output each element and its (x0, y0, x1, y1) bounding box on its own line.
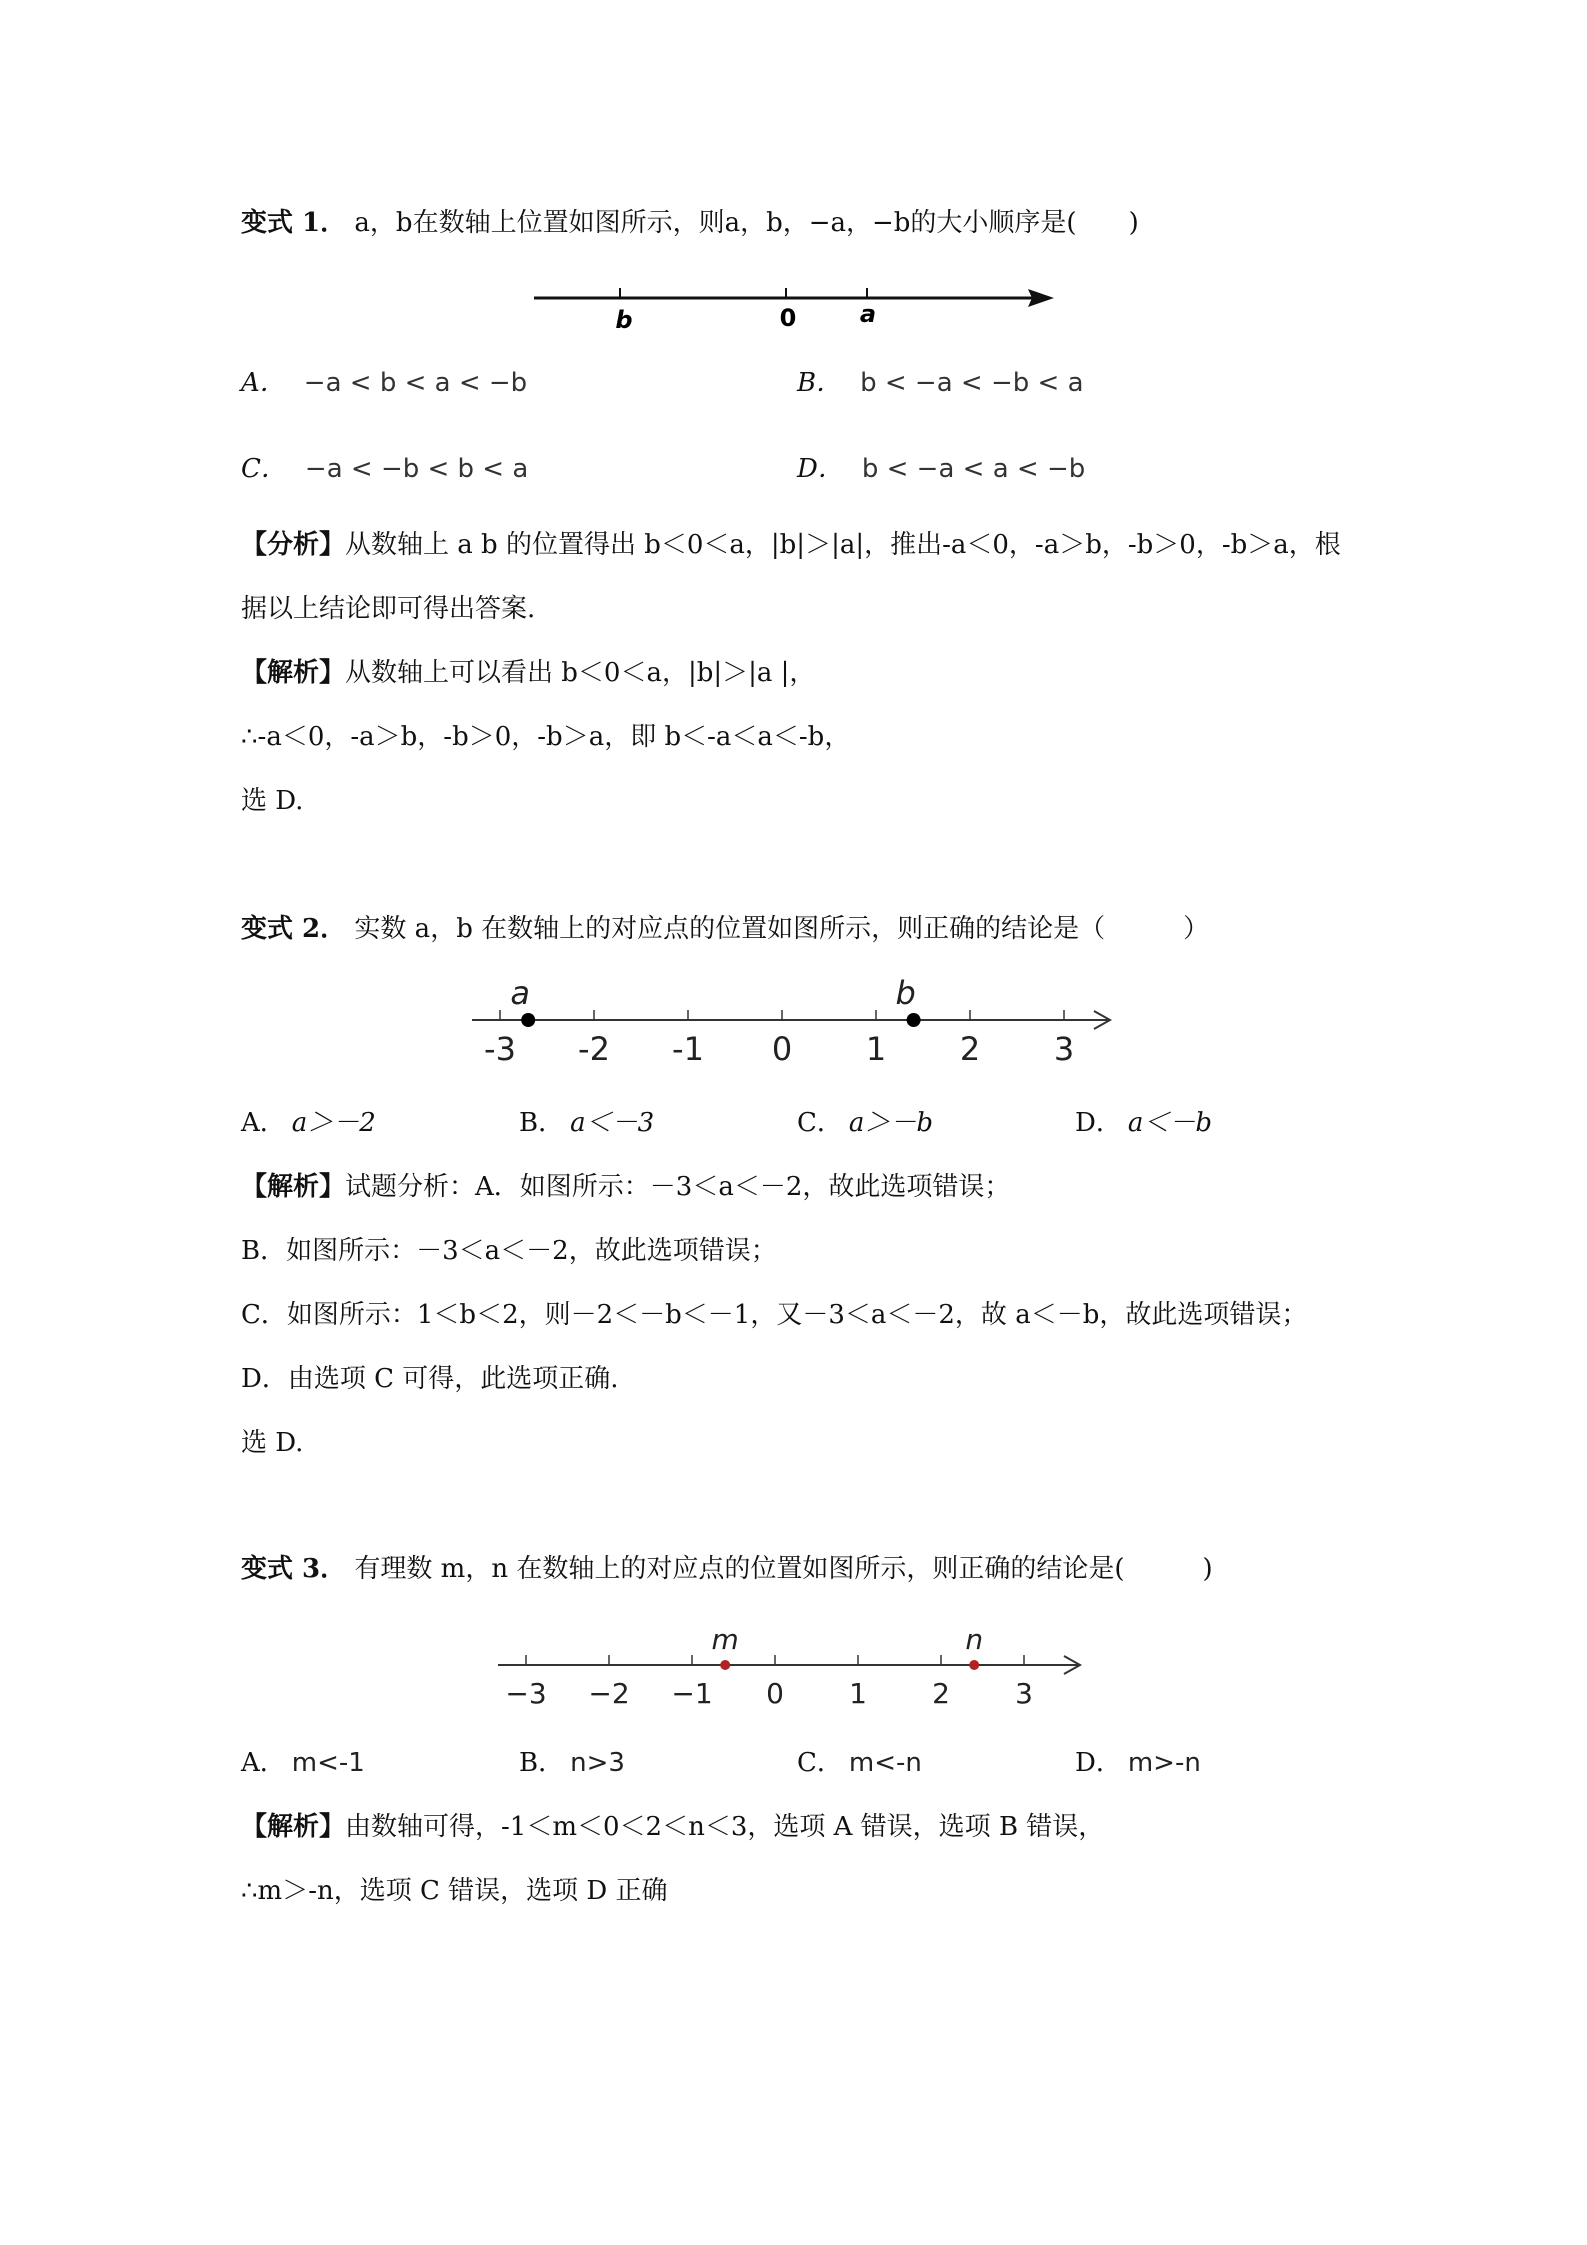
q3-stem-line (241, 1552, 1361, 1586)
q3-title: 变式 3． (241, 1554, 347, 1584)
q2-stem-line (241, 912, 1361, 946)
q2-number-line (460, 975, 1120, 1075)
q3-option-a (241, 1746, 365, 1780)
q2-option-b-expr: a＜－3 (570, 1108, 655, 1138)
q2-option-c-expr: a＞－b (848, 1108, 934, 1138)
q2-option-a-letter: A． (241, 1108, 286, 1138)
q2-stem: 实数 a，b 在数轴上的对应点的位置如图所示，则正确的结论是（ ） (354, 914, 1210, 944)
q1-label-a: a (859, 300, 877, 328)
q2-solution-text1: 试题分析：A．如图所示：－3＜a＜－2，故此选项错误； (345, 1172, 1011, 1202)
q3-option-b (519, 1746, 625, 1780)
q2-point-label-a: a (510, 975, 531, 1012)
q2-option-b-letter: B． (519, 1108, 565, 1138)
q1-option-b (797, 366, 1084, 400)
q3-tick-label: 3 (1015, 1677, 1033, 1710)
q1-analysis-text1: 从数轴上 a b 的位置得出 b＜0＜a，|b|＞|a|，推出-a＜0，-a＞b，-b＞0，-b＞a，根 (345, 530, 1341, 560)
q3-solution-text1: 由数轴可得，-1＜m＜0＜2＜n＜3，选项 A 错误，选项 B 错误， (345, 1812, 1105, 1842)
q2-option-c (797, 1106, 933, 1140)
q3-tick-label: −1 (671, 1677, 713, 1710)
q2-solution-line5: 选 D. (241, 1428, 304, 1458)
q1-option-b-expr: b < −a < −b < a (860, 368, 1084, 398)
q3-tick-label: 1 (849, 1677, 867, 1710)
q3-solution-line2: ∴m＞-n，选项 C 错误，选项 D 正确 (241, 1876, 668, 1906)
q3-solution-line1 (241, 1810, 1361, 1844)
q1-option-c (241, 452, 528, 486)
q2-point-label-b: b (895, 975, 916, 1012)
q3-tick-label: −2 (588, 1677, 630, 1710)
q2-option-d-letter: D． (1075, 1108, 1122, 1138)
q2-tick-label: 1 (865, 1030, 887, 1068)
q1-option-d (797, 452, 1085, 486)
q2-tick-label: 0 (771, 1030, 793, 1068)
q1-option-a-expr: −a < b < a < −b (303, 368, 528, 398)
q1-option-c-expr: −a < −b < b < a (304, 454, 529, 484)
q3-point-m (720, 1660, 730, 1670)
q1-solution-line2: ∴-a＜0，-a＞b，-b＞0，-b＞a，即 b＜-a＜a＜-b， (241, 722, 851, 752)
q3-option-c-expr: m<-n (848, 1748, 922, 1778)
q2-option-d-expr: a＜－b (1127, 1108, 1213, 1138)
q1-stem-line (241, 206, 1361, 240)
q2-option-a (241, 1106, 376, 1140)
q2-solution-tag: 【解析】 (241, 1172, 346, 1202)
q1-label-b: b (615, 306, 633, 334)
q1-analysis-line1 (241, 528, 1361, 562)
q1-title: 变式 1． (241, 208, 347, 238)
q1-option-c-letter: C． (241, 454, 287, 484)
q3-point-label-m: m (711, 1623, 739, 1656)
q1-option-d-letter: D． (797, 454, 844, 484)
q1-option-d-expr: b < −a < a < −b (861, 454, 1086, 484)
q3-option-a-expr: m<-1 (291, 1748, 365, 1778)
q2-tick-label: 3 (1053, 1030, 1075, 1068)
q3-number-line (490, 1620, 1090, 1720)
q2-title: 变式 2． (241, 914, 347, 944)
q2-option-c-letter: C． (797, 1108, 843, 1138)
q3-point-label-n: n (965, 1623, 984, 1656)
q3-tick-label: −3 (505, 1677, 547, 1710)
q1-option-a-letter: A． (241, 368, 286, 398)
q3-point-n (969, 1660, 979, 1670)
q2-tick-label: -2 (578, 1030, 610, 1068)
q2-solution-line2: B．如图所示：－3＜a＜－2，故此选项错误； (241, 1236, 777, 1266)
q1-solution-tag: 【解析】 (241, 658, 346, 688)
q1-solution-line1 (241, 656, 1361, 690)
q1-analysis-tag: 【分析】 (241, 530, 346, 560)
q2-tick-label: -3 (484, 1030, 516, 1068)
q2-option-d (1075, 1106, 1212, 1140)
q1-solution-line3: 选 D. (241, 786, 304, 816)
q3-option-b-letter: B． (519, 1748, 565, 1778)
q2-option-a-expr: a＞－2 (291, 1108, 376, 1138)
q1-number-line (520, 280, 1070, 340)
q3-option-b-expr: n>3 (570, 1748, 625, 1778)
q1-option-a (241, 366, 527, 400)
q3-option-c (797, 1746, 922, 1780)
q1-solution-text1: 从数轴上可以看出 b＜0＜a，|b|＞|a |， (345, 658, 816, 688)
q1-option-b-letter: B． (797, 368, 843, 398)
q1-stem: a，b在数轴上位置如图所示，则a，b，−a，−b的大小顺序是( ) (354, 208, 1139, 238)
q3-tick-label: 0 (766, 1677, 784, 1710)
q2-solution-line4: D．由选项 C 可得，此选项正确. (241, 1364, 619, 1394)
q2-point-b (907, 1013, 921, 1027)
q3-solution-tag: 【解析】 (241, 1812, 346, 1842)
q1-label-0: 0 (779, 304, 797, 332)
q2-option-b (519, 1106, 654, 1140)
q2-solution-line3: C．如图所示：1＜b＜2，则－2＜－b＜－1，又－3＜a＜－2，故 a＜－b，故此选项错误； (241, 1300, 1308, 1330)
q3-stem: 有理数 m，n 在数轴上的对应点的位置如图所示，则正确的结论是( ) (354, 1554, 1213, 1584)
q2-point-a (521, 1013, 535, 1027)
q3-option-c-letter: C． (797, 1748, 843, 1778)
q1-analysis-line2: 据以上结论即可得出答案. (241, 594, 536, 624)
q3-option-d-letter: D． (1075, 1748, 1122, 1778)
q3-option-d (1075, 1746, 1201, 1780)
q2-tick-label: 2 (959, 1030, 981, 1068)
q2-tick-label: -1 (672, 1030, 704, 1068)
q3-option-a-letter: A． (241, 1748, 286, 1778)
q3-option-d-expr: m>-n (1127, 1748, 1201, 1778)
q3-tick-label: 2 (932, 1677, 950, 1710)
q2-solution-line1 (241, 1170, 1361, 1204)
